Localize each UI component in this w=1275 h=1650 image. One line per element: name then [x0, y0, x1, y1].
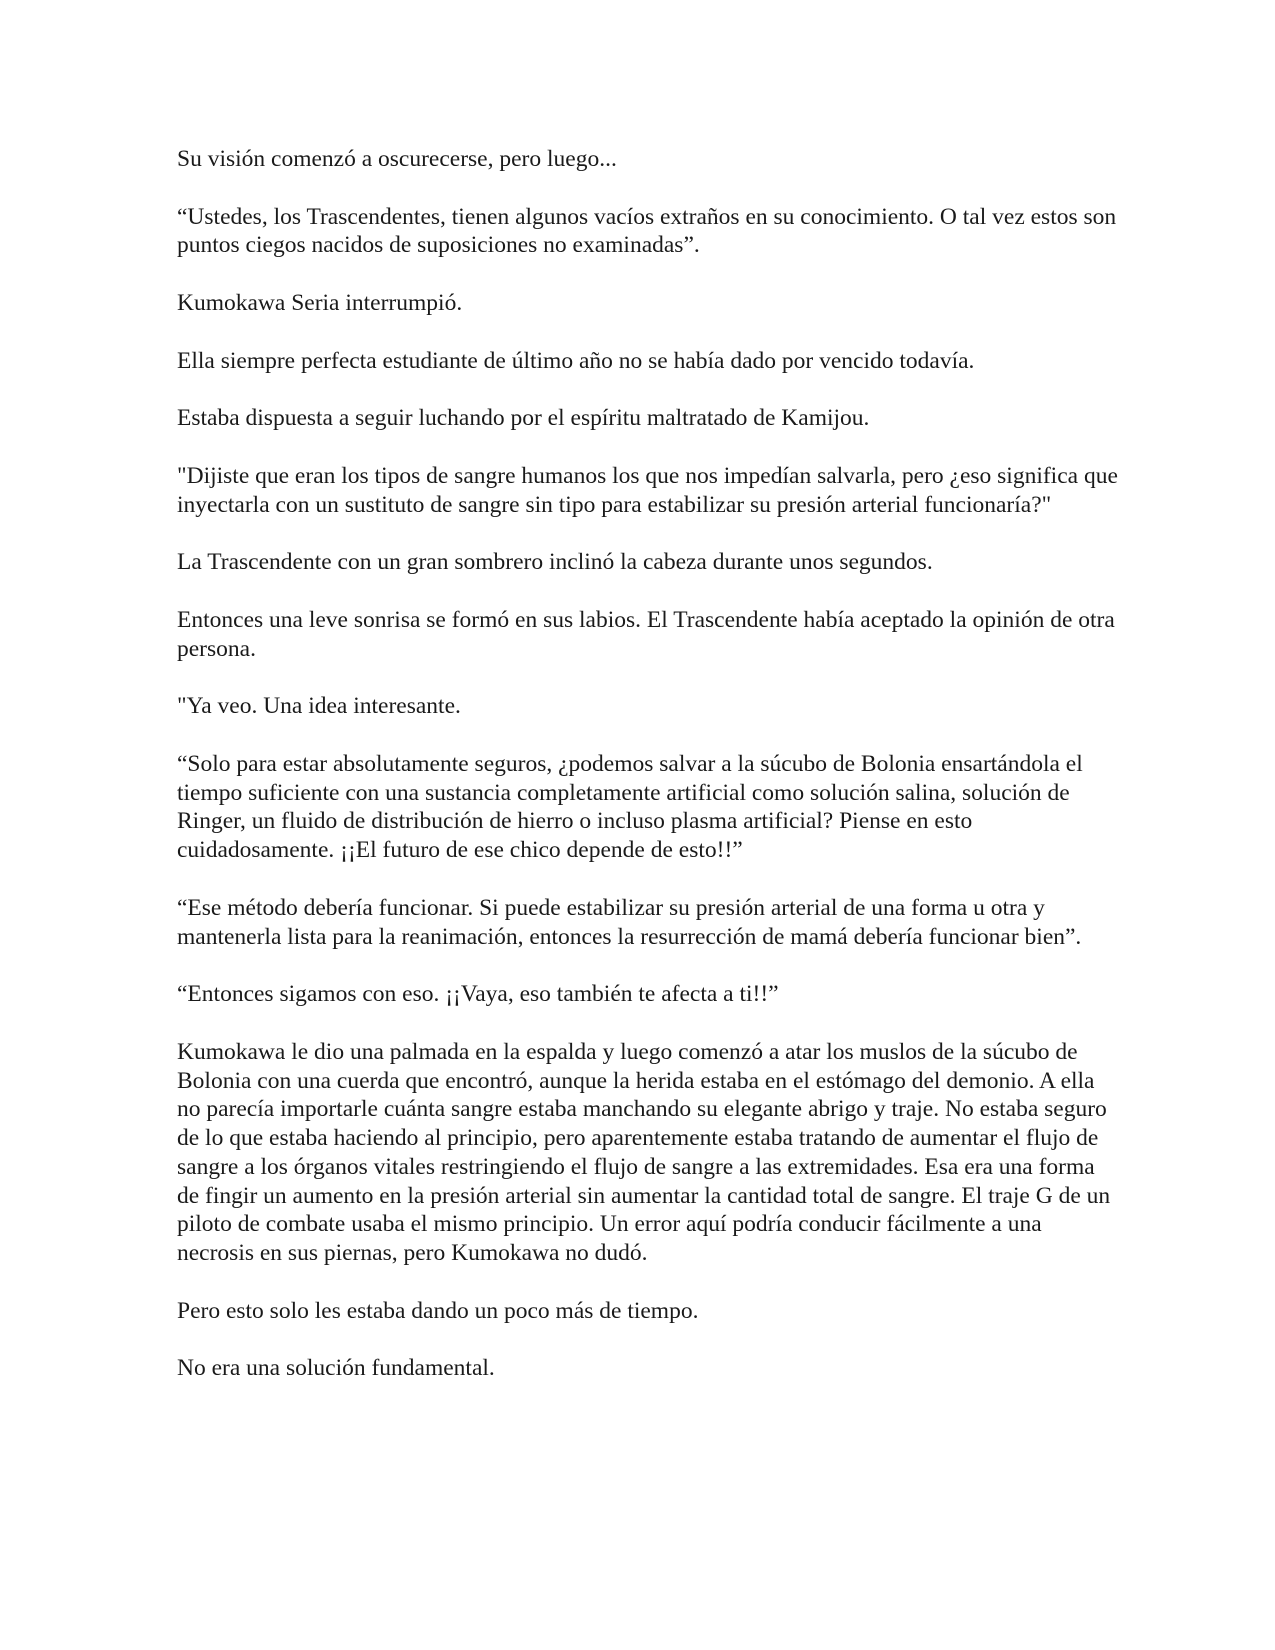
paragraph: Estaba dispuesta a seguir luchando por el espíritu maltratado de Kamijou.: [177, 405, 870, 432]
paragraph: No era una solución fundamental.: [177, 1355, 495, 1382]
paragraph: Ella siempre perfecta estudiante de último año no se había dado por vencido todavía.: [177, 347, 975, 374]
document-body: [177, 145, 1122, 1412]
paragraph: Kumokawa Seria interrumpió.: [177, 289, 463, 316]
paragraph: "Dijiste que eran los tipos de sangre humanos los que nos impedían salvarla, pero ¿eso significa que inyectarla con un sustituto de sangre sin tipo para estabilizar su presión arterial funcionaría?": [177, 462, 1118, 518]
paragraph: "Ya veo. Una idea interesante.: [177, 693, 461, 720]
paragraph: “Solo para estar absolutamente seguros, ¿podemos salvar a la súcubo de Bolonia ensartándola el tiempo suficiente con una sustancia completamente artificial como solución salina, solución de Ringer, un fluido de distribución de hierro o incluso plasma artificial? Piense en esto cuidadosamente. ¡¡El futuro de ese chico depende de esto!!”: [177, 750, 1083, 864]
paragraph: “Entonces sigamos con eso. ¡¡Vaya, eso también te afecta a ti!!”: [177, 981, 779, 1008]
paragraph: La Trascendente con un gran sombrero inclinó la cabeza durante unos segundos.: [177, 549, 933, 576]
paragraph: Entonces una leve sonrisa se formó en sus labios. El Trascendente había aceptado la opinión de otra persona.: [177, 606, 1115, 662]
paragraph: Pero esto solo les estaba dando un poco más de tiempo.: [177, 1297, 699, 1324]
paragraph: “Ustedes, los Trascendentes, tienen algunos vacíos extraños en su conocimiento. O tal vez estos son puntos ciegos nacidos de suposiciones no examinadas”.: [177, 203, 1117, 259]
paragraph: “Ese método debería funcionar. Si puede estabilizar su presión arterial de una forma u otra y mantenerla lista para la reanimación, entonces la resurrección de mamá debería funcionar bien”.: [177, 894, 1082, 950]
paragraph: Su visión comenzó a oscurecerse, pero luego...: [177, 146, 617, 172]
paragraph: Kumokawa le dio una palmada en la espalda y luego comenzó a atar los muslos de la súcubo de Bolonia con una cuerda que encontró, aunque la herida estaba en el estómago del demonio. A ella no parecía importarle cuánta sangre estaba manchando su elegante abrigo y traje. No estaba seguro de lo que estaba haciendo al principio, pero aparentemente estaba tratando de aumentar el flujo de sangre a los órganos vitales restringiendo el flujo de sangre a las extremidades. Esa era una forma de fingir un aumento en la presión arterial sin aumentar la cantidad total de sangre. El traje G de un piloto de combate usaba el mismo principio. Un error aquí podría conducir fácilmente a una necrosis en sus piernas, pero Kumokawa no dudó.: [177, 1038, 1111, 1267]
